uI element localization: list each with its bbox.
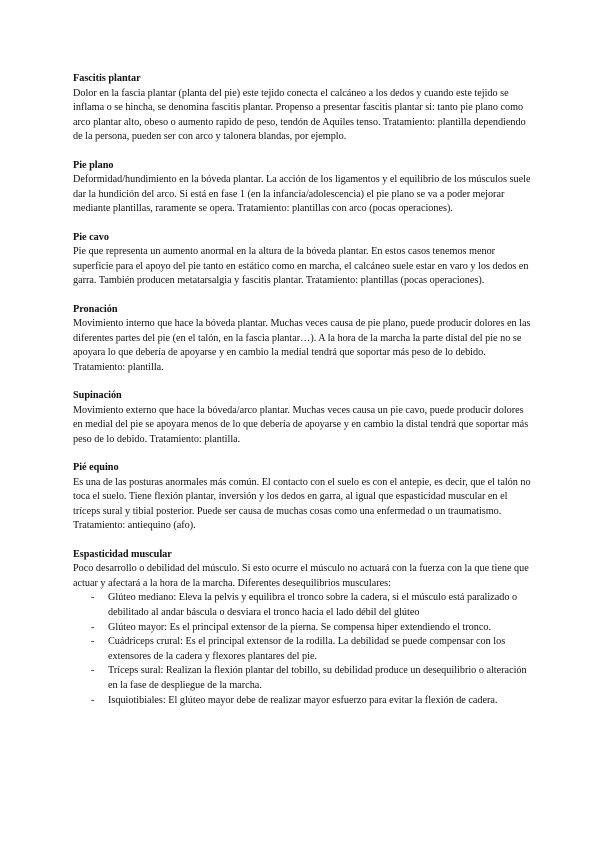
list-item xyxy=(73,635,533,664)
document-body xyxy=(73,72,533,722)
section-heading: Pie cavo xyxy=(73,231,109,243)
section-heading: Pronación xyxy=(73,303,118,315)
section-paragraph: Es una de las posturas anormales más común. El contacto con el suelo es con el antepie, es decir, que el talón no toca el suelo. Tiene flexión plantar, inversión y los dedos en garra, al igual que espasticidad muscular en el tríceps sural y tibial posterior. Puede ser causa de muchas cosas como una enfermedad o un traumatismo. Tratamiento: antiequino (afo). xyxy=(73,476,531,532)
section-pronacion xyxy=(73,303,533,376)
list-item xyxy=(73,621,533,636)
section-pie-plano xyxy=(73,159,533,217)
section-heading: Espasticidad muscular xyxy=(73,548,172,560)
section-heading: Fascitis plantar xyxy=(73,73,141,84)
dash-marker: - xyxy=(91,621,95,633)
section-fascitis-plantar xyxy=(73,72,533,145)
section-pie-cavo xyxy=(73,231,533,289)
imbalance-list xyxy=(73,591,533,708)
section-paragraph: Movimiento interno que hace la bóveda plantar. Muchas veces causa de pie plano, puede producir dolores en las diferentes partes del pie (en el talón, en la fascia plantar…). A la hora de la marcha la parte distal del pie no se apoyara lo que debería de apoyarse y en cambio la medial tendrá que soportar más peso de lo debido. Tratamiento: plantilla. xyxy=(73,318,531,373)
list-item xyxy=(73,694,533,709)
section-paragraph: Deformidad/hundimiento en la bóveda plantar. La acción de los ligamentos y el equilibrio de los músculos suele dar la hundición del arco. Si está en fase 1 (en la infancia/adolescencia) el pie plano se va a poder mejorar mediante plantillas, raramente se opera. Tratamiento: plantillas con arco (pocas operaciones). xyxy=(73,174,531,215)
dash-marker: - xyxy=(91,592,95,604)
list-item-text: Glúteo mediano: Eleva la pelvis y equilibra el tronco sobre la cadera, si el músculo está paralizado o debilitado al andar báscula o desviara el tronco hacia el lado débil del glúteo xyxy=(108,592,518,618)
list-item-text: Tríceps sural: Realizan la flexión plantar del tobillo, su debilidad produce un desequilibrio o alteración en la fase de despliegue de la marcha. xyxy=(108,665,527,691)
section-paragraph: Dolor en la fascia plantar (planta del pie) este tejido conecta el calcáneo a los dedos y cuando este tejido se inflama o se hincha, se denomina fascitis plantar. Propenso a presentar fascitis plantar si: tanto pie plano como arco plantar alto, obeso o aumento rapido de peso, tendón de Aquiles tenso. Tratamiento: plantilla dependiendo de la persona, pueden ser con arco y talonera blandas, por ejemplo. xyxy=(73,87,526,143)
section-heading: Pié equino xyxy=(73,462,119,474)
list-item xyxy=(73,664,533,693)
section-espasticidad-muscular xyxy=(73,548,533,709)
dash-marker: - xyxy=(91,694,95,706)
list-item xyxy=(73,591,533,620)
dash-marker: - xyxy=(91,636,95,648)
list-item-text: Glúteo mayor: Es el principal extensor de la pierna. Se compensa hiper extendiendo el tronco. xyxy=(108,621,492,633)
section-supinacion xyxy=(73,389,533,447)
list-item-text: Isquiotibiales: El glúteo mayor debe de realizar mayor esfuerzo para evitar la flexión de cadera. xyxy=(108,694,498,706)
list-item-text: Cuádriceps crural: Es el principal extensor de la rodilla. La debilidad se puede compensar con los extensores de la cadera y flexores plantares del pie. xyxy=(108,636,506,662)
section-paragraph: Poco desarrollo o debilidad del músculo. Si esto ocurre el músculo no actuará con la fuerza con la que tiene que actuar y afectará a la hora de la marcha. Diferentes desequilibrios musculares: xyxy=(73,563,529,589)
section-heading: Supinación xyxy=(73,390,122,402)
dash-marker: - xyxy=(91,665,95,677)
section-heading: Pie plano xyxy=(73,159,114,171)
section-paragraph: Movimiento externo que hace la bóveda/arco plantar. Muchas veces causa un pie cavo, puede producir dolores en medial del pie se apoyara menos de lo que debería de apoyarse y en cambio la distal tendrá que soportar más peso de lo debido. Tratamiento: plantilla. xyxy=(73,404,529,445)
section-pie-equino xyxy=(73,461,533,534)
section-paragraph: Pie que representa un aumento anormal en la altura de la bóveda plantar. En estos casos tenemos menor superficie para el apoyo del pie tanto en estático como en marcha, el calcáneo suele estar en varo y los dedos en garra. También producen metatarsalgia y fascitis plantar. Tratamiento: plantillas (pocas operaciones). xyxy=(73,246,529,287)
